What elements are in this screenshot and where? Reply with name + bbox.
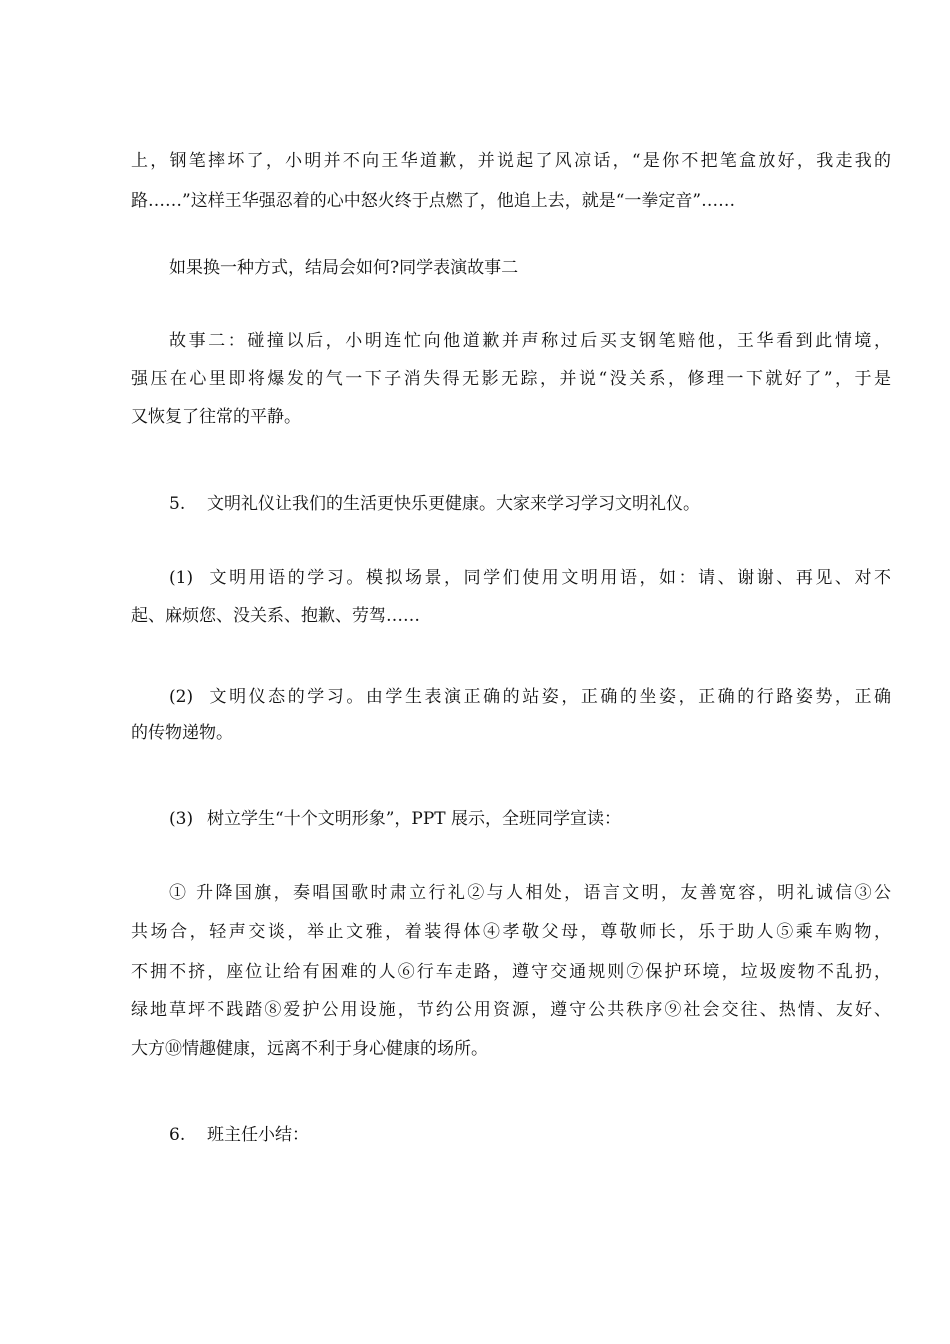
subitem-3 (169, 808, 891, 830)
subitem-2-text: 文明仪态的学习。由学生表演正确的站姿，正确的坐姿，正确的行路姿势，正确 (207, 687, 891, 707)
subitem-1-number: (1) (169, 568, 194, 588)
subitem-1-line-2: 起、麻烦您、没关系、抱歉、劳驾…… (131, 606, 420, 626)
story2-line-3: 又恢复了往常的平静。 (131, 407, 301, 427)
subitem-2-line-2: 的传物递物。 (131, 723, 233, 743)
subitem-3-number: (3) (169, 809, 194, 829)
story2-line-2: 强压在心里即将爆发的气一下子消失得无影无踪，并说“没关系，修理一下就好了”，于是 (131, 369, 891, 389)
ten-images-line-2: 共场合，轻声交谈，举止文雅，着装得体④孝敬父母，尊敬师长，乐于助人⑤乘车购物， (131, 922, 891, 942)
story1-line-2: 路……”这样王华强忍着的心中怒火终于点燃了，他追上去，就是“一拳定音”…… (131, 191, 736, 211)
ten-images-line-4: 绿地草坪不践踏⑧爱护公用设施，节约公用资源，遵守公共秩序⑨社会交往、热情、友好、 (131, 1000, 891, 1020)
ten-images-line-1: ① 升降国旗，奏唱国歌时肃立行礼②与人相处，语言文明，友善宽容，明礼诚信③公 (169, 883, 891, 903)
transition-paragraph: 如果换一种方式，结局会如何?同学表演故事二 (169, 258, 519, 278)
item-6 (169, 1124, 891, 1146)
story1-line-1: 上，钢笔摔坏了，小明并不向王华道歉，并说起了风凉话，“是你不把笔盒放好，我走我的 (131, 151, 891, 171)
item-5-text: 文明礼仪让我们的生活更快乐更健康。大家来学习学习文明礼仪。 (207, 494, 700, 514)
item-5 (169, 493, 891, 515)
subitem-2-number: (2) (169, 687, 194, 707)
subitem-3-text: 树立学生“十个文明形象”，PPT 展示，全班同学宣读： (207, 809, 622, 829)
item-6-number: 6. (169, 1125, 186, 1145)
ten-images-line-5: 大方⑩情趣健康，远离不利于身心健康的场所。 (131, 1039, 488, 1059)
subitem-2-line-1 (169, 686, 891, 708)
item-5-number: 5. (169, 494, 186, 514)
subitem-1-text: 文明用语的学习。模拟场景，同学们使用文明用语，如：请、谢谢、再见、对不 (207, 568, 891, 588)
subitem-1-line-1 (169, 567, 891, 589)
item-6-text: 班主任小结： (207, 1125, 309, 1145)
ten-images-line-3: 不拥不挤，座位让给有困难的人⑥行车走路，遵守交通规则⑦保护环境，垃圾废物不乱扔， (131, 962, 891, 982)
story2-line-1: 故事二：碰撞以后，小明连忙向他道歉并声称过后买支钢笔赔他，王华看到此情境， (169, 331, 891, 351)
